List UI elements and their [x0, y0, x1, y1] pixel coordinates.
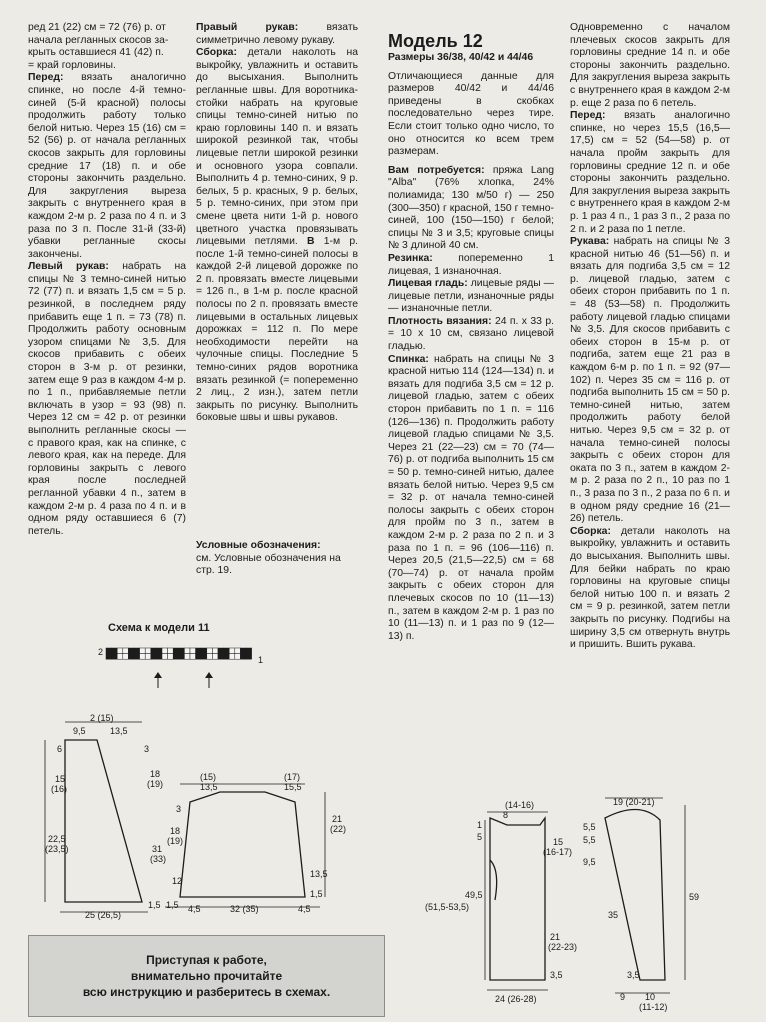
chart-cell: [240, 654, 246, 660]
chart-cell: [123, 648, 129, 654]
intro-text: Одновременно с началом плечевых скосов закрыть для горловины средние 14 п. и обе стороны закончить раздельно. Для закругления выреза закрыть с внутреннего края в каждом 2-м р. еще 2 раза по 6 петель.: [570, 22, 730, 109]
sleeve-outline: [605, 809, 665, 980]
chart-cell: [156, 654, 162, 660]
dim-label: 15: [55, 774, 66, 784]
gauge-heading: Плотность вязания:: [388, 315, 492, 327]
assembly-text: детали наколоть на выкройку, увлажнить и оставить до высыхания. Выполнить швы. Для бейки набрать по краю горловины на круговые спицы белой нитью 100 п. и вязать 2 см = 9 р. резинкой, затем петли закрыть по рисунку. Подгибы на ширину 3,5 см отвернуть внутрь и пришить. Вшить рукава.: [570, 525, 730, 651]
front-text: вязать аналогично спинке, но через 15,5 (16,5—17,5) см = 52 (54—58) р. от начала пройм закрыть для горловины средние 12 п. и обе стороны закончить раздельно. Для закругления выреза закрыть с внутреннего края в каждом 2-м р. 1 раз 4 п., 1 раз 3 п., 2 раза по 2 п. и 2 раза по 1 петле.: [570, 110, 730, 235]
pattern-diagram-model11: [40, 712, 385, 924]
materials-paragraph: [388, 165, 554, 253]
legend-text: см. Условные обозначения на стр. 19.: [196, 552, 341, 577]
front-back-outline: [65, 740, 142, 902]
rib-heading: Резинка:: [388, 252, 433, 264]
dim-label: (22-23): [548, 942, 578, 952]
sizes-note: Отличающиеся данные для размеров 40/42 и 44/46 приведены в скобках последовательно через тире. Если стоит только одно число, то оно относится ко всем трем размерам.: [388, 70, 554, 158]
chart-cell: [190, 654, 196, 660]
notice-box: [28, 935, 385, 1017]
dim-label: (22): [330, 824, 347, 834]
dim-label: 3,5: [627, 970, 640, 980]
repeat-arrow-head: [154, 672, 162, 678]
dim-label: 21: [332, 814, 343, 824]
dim-label: (17): [284, 772, 301, 782]
chart-cell: [235, 654, 241, 660]
chart-cell: [218, 648, 224, 654]
column-model12: [388, 30, 554, 770]
stockinette-paragraph: [388, 278, 554, 316]
chart-cell: [145, 654, 151, 660]
dim-label: (19): [167, 836, 184, 846]
rib-text: попеременно 1 лицевая, 1 изнаночная.: [388, 252, 554, 277]
back-text: набрать на спицы № 3 красной нитью 114 (124—134) п. и вязать для подгиба 3,5 см = 12 р. лицевой гладью, затем с обеих сторон прибавить по 1 п. = 116 (126—136) п. Продолжить работу лицевой гладью спицами № 3,5. Через 21 (22—23) см = 70 (74—76) р. от подгиба выполнить 15 см = 50 р. темно-синей нитью, далее вязать белой нитью. Через 9,5 см = 32 р. от начала темно-синей полосы закрыть с обеих сторон для пройм по 3 п., затем в каждом 2-м р. 2 раза по 2 п. и 3 раза по 1 п. = 96 (106—116) п. Через 20,5 (21,5—22,5) см = 68 (70—74) р. от начала пройм закрыть с обеих сторон для плечевых скосов по 10 (11—13) п., затем в каждом 2-м р. 1 раз по 10 (11—13) п. и 1 раз по 9 (12—13) п.: [388, 353, 554, 642]
sleeves-paragraph: [570, 236, 730, 526]
dim-label: 3,5: [550, 970, 563, 980]
stockinette-text: лицевые ряды — лицевые петли, изнаночные ряды — изнаночные петли.: [388, 278, 554, 315]
assembly-paragraph: [570, 526, 730, 652]
assembly-text2-lead: В: [307, 236, 315, 248]
chart-cell: [117, 654, 123, 660]
chart-cell: [134, 654, 140, 660]
dim-label: 6: [57, 744, 63, 754]
dim-label: 13,5: [110, 726, 128, 736]
sleeve-outline: [180, 792, 305, 897]
chart-cell: [140, 654, 146, 660]
chart-cell: [184, 654, 190, 660]
chart-cell: [229, 648, 235, 654]
dim-label: 3: [144, 744, 150, 754]
chart-row-label: 2: [98, 647, 104, 657]
assembly-text2: 1-м р. после 1-й темно-синей полосы в каждой 2-й лицевой дорожке по 2 п. провязать вместе лицевыми = 126 п., в 1-м р. после красной полосы по 2 п. провязать вместе лицевыми в остальных лицевых дорожках = 112 п. По мере необходимости перейти на чулочные спицы. Последние 5 темно-синих рядов воротника вязать резинкой (= попеременно 2 лиц., 2 изн.), затем петли закрыть по рисунку. Выполнить боковые швы и швы рукавов.: [196, 236, 358, 424]
chart-cell: [179, 654, 185, 660]
chart-cell: [224, 654, 230, 660]
dim-label: (23,5): [45, 844, 69, 854]
back-heading: Спинка:: [388, 353, 429, 365]
dim-label: 8: [503, 810, 509, 820]
dim-label: 21: [550, 932, 561, 942]
dim-label: 59: [689, 892, 700, 902]
dim-label: 18: [170, 826, 181, 836]
chart-cell: [173, 654, 179, 660]
chart-cell: [140, 648, 146, 654]
armhole-curve: [490, 860, 497, 900]
front-heading: Перед:: [28, 72, 64, 84]
chart-cell: [106, 654, 112, 660]
chart-cell: [151, 648, 157, 654]
dim-label: (16): [51, 784, 68, 794]
dim-label: 22,5: [48, 834, 66, 844]
assembly-heading: Сборка:: [570, 525, 611, 537]
dim-label: (11-12): [639, 1002, 668, 1012]
dim-label: 13,5: [310, 869, 328, 879]
chart-cell: [168, 654, 174, 660]
dim-label: 49,5: [465, 890, 483, 900]
dim-label: 31: [152, 844, 163, 854]
chart-cell: [117, 648, 123, 654]
text-line: = край горловины.: [28, 59, 116, 71]
dim-label: 9,5: [73, 726, 86, 736]
front-text: вязать аналогично спинке, но после 4-й темно-синей (5-й красной) полосы продолжить работу только белой нитью. Через 15 (16) см = 52 (56) р. от начала регланных скосов закрыть для горловины средние 17 (18) п. и обе стороны закончить раздельно. Для закругления выреза закрыть с внутреннего края в каждом 2-м р. 2 раза по 4 п. и 3 раза по 3 п. После 31-й (33-й) убавки регланные скосы закончены.: [28, 72, 186, 260]
chart-cell: [212, 648, 218, 654]
gauge-paragraph: [388, 316, 554, 354]
dim-label: 35: [608, 910, 619, 920]
chart-cell: [106, 648, 112, 654]
stitch-chart: [98, 640, 268, 690]
chart-cell: [207, 654, 213, 660]
chart-cell: [201, 654, 207, 660]
chart-cell: [128, 648, 134, 654]
chart-cell: [151, 654, 157, 660]
chart-cell: [196, 654, 202, 660]
assembly-heading: Сборка:: [196, 47, 237, 59]
dim-label: 24 (26-28): [495, 994, 537, 1004]
chart-cell: [173, 648, 179, 654]
materials-heading: Вам потребуется:: [388, 164, 485, 176]
chart-cell: [145, 648, 151, 654]
dim-label: 9: [620, 992, 626, 1002]
dim-label: (14-16): [505, 800, 535, 810]
dim-label: (15): [200, 772, 217, 782]
front-heading: Перед:: [570, 110, 606, 122]
text-line: ред 21 (22) см = 72 (76) р. от: [28, 22, 166, 33]
dim-label: 3: [176, 804, 182, 814]
chart-cell: [179, 648, 185, 654]
chart-cell: [207, 648, 213, 654]
chart-cell: [218, 654, 224, 660]
chart-row-label: 1: [258, 655, 264, 665]
column-model11-assembly: [196, 22, 358, 582]
chart-cell: [156, 648, 162, 654]
dim-label: 25 (26,5): [85, 910, 122, 920]
dim-label: 9,5: [583, 857, 596, 867]
chart-cell: [229, 654, 235, 660]
front-paragraph: [28, 72, 186, 261]
notice-line: внимательно прочитайте: [130, 969, 283, 983]
dim-label: 18: [150, 769, 161, 779]
assembly-paragraph: [196, 47, 358, 425]
dim-label: 4,5: [298, 904, 311, 914]
dim-label: 19 (20-21): [613, 797, 655, 807]
dim-label: 1,5: [148, 900, 161, 910]
column-model11-front-sleeve: [28, 22, 186, 597]
column-model12-continued: [570, 22, 730, 762]
dim-label: (51,5-53,5): [425, 902, 470, 912]
left-sleeve-heading: Левый рукав:: [28, 261, 109, 273]
dim-label: 15: [553, 837, 564, 847]
chart-cell: [196, 648, 202, 654]
chart-cell: [184, 648, 190, 654]
assembly-text: детали наколоть на выкройку, увлажнить и оставить до высыхания. Выполнить регланные швы. Для воротника-стойки набрать на круговые спицы темно-синей нитью по краю горловины 140 п. и вязать широкой резинкой так, чтобы лицевые петли широкой резинки и основного узора совпали. Выполнить 4 р. темно-синих, 9 р. белых, 5 р. красных, 9 р. белых, 5 р. темно-синих, при этом при смене цвета нити 1-й р. нового цветного участка провязывать лицевыми петлями.: [196, 47, 358, 248]
back-paragraph: [388, 354, 554, 644]
model-title: Модель 12: [388, 31, 483, 51]
chart-cell: [235, 648, 241, 654]
chart-cell: [190, 648, 196, 654]
gauge-text: 24 п. х 33 р. = 10 х 10 см, связано лицевой гладью.: [388, 315, 554, 353]
chart-cell: [168, 648, 174, 654]
stockinette-heading: Лицевая гладь:: [388, 278, 468, 290]
chart-cell: [112, 654, 118, 660]
chart-cell: [246, 648, 252, 654]
chart-cell: [162, 648, 168, 654]
dim-label: 2 (15): [90, 713, 114, 723]
text-line: начала регланных скосов за-: [28, 34, 169, 46]
front-paragraph: [570, 110, 730, 236]
dim-label: (19): [147, 779, 164, 789]
right-sleeve-text: вязать симметрично левому рукаву.: [196, 22, 358, 46]
legend-heading: Условные обозначения:: [196, 540, 321, 551]
chart-cell: [224, 648, 230, 654]
front-back-outline: [490, 818, 545, 980]
text-line: крыть оставшиеся 41 (42) п.: [28, 47, 164, 59]
materials-text: пряжа Lang "Alba" (76% хлопка, 24% полиамида; 130 м/50 г) — 250 (300—350) г красной, 150 г темно-синей, 100 (150—150) г белой; спицы № 3 и 3,5; круговые спицы № 3 длиной 40 см.: [388, 164, 554, 252]
dim-label: (33): [150, 854, 167, 864]
dim-label: 15,5: [284, 782, 302, 792]
chart-cell: [162, 654, 168, 660]
notice-line: всю инструкцию и разберитесь в схемах.: [82, 985, 331, 999]
sleeves-heading: Рукава:: [570, 236, 610, 248]
rib-paragraph: [388, 253, 554, 278]
chart-cell: [123, 654, 129, 660]
dim-label: 10: [645, 992, 656, 1002]
left-sleeve-paragraph: [28, 261, 186, 538]
chart-grid: [106, 648, 252, 659]
chart-cell: [212, 654, 218, 660]
dim-label: 1,5: [310, 889, 323, 899]
right-sleeve-heading: Правый рукав:: [196, 22, 299, 33]
chart-cell: [240, 648, 246, 654]
dim-label: 5,5: [583, 835, 596, 845]
dim-label: 1,5: [166, 900, 179, 910]
notice-line: Приступая к работе,: [146, 953, 267, 967]
dim-label: 32 (35): [230, 904, 259, 914]
dim-label: 13,5: [200, 782, 218, 792]
dim-label: 1: [477, 820, 483, 830]
dim-label: 4,5: [188, 904, 201, 914]
sleeves-text: набрать на спицы № 3 красной нитью 46 (51—56) п. и вязать для подгиба 3,5 см = 12 р. лицевой гладью, затем с обеих сторон прибавить по 1 п. = 48 (53—58) п. Продолжить работу лицевой гладью спицами № 3,5. Для скосов прибавить с обеих сторон в 15-м р. от подгиба, затем еще 21 раз в каждом 6-м р. по 1 п. = 92 (97—102) п. Через 35 см = 116 р. от подгиба выполнить 15 см = 50 р. темно-синей нитью, затем продолжить работу белой нитью. Через 9,5 см = 32 р. от начала темно-синей полосы закрыть с обеих сторон для оката по 3 п., затем в каждом 2-м р. 2 раза по 2 п., 10 раз по 1 п., 3 раза по 3 п., 2 раза по 6 п. и в одном ряду средние 16 (21—26) петель.: [570, 236, 730, 525]
sizes-heading: Размеры 36/38, 40/42 и 44/46: [388, 52, 534, 63]
repeat-arrow-head: [205, 672, 213, 678]
dim-label: (16-17): [543, 847, 573, 857]
chart-cell: [112, 648, 118, 654]
pattern-diagram-model12: [415, 790, 705, 1012]
chart-cell: [246, 654, 252, 660]
legend-note: [196, 540, 358, 578]
scheme-title: Схема к модели 11: [108, 622, 210, 634]
dim-label: 5,5: [583, 822, 596, 832]
dim-label: 12: [172, 876, 183, 886]
left-sleeve-text: набрать на спицы № 3 темно-синей нитью 72 (77) п. и вязать 1,5 см = 5 р. резинкой, в последнем ряду прибавить еще 1 п. = 73 (78) п. Продолжить работу основным узором спицами № 3,5. Для скосов прибавить с обеих сторон в 3-м р. от резинки, затем еще 9 раз в каждом 4-м р. по 1 п., прибавляемые петли включать в узор = 93 (98) п. Через 12 см = 42 р. от резинки выполнить регланные скосы — с правого края, как на спинке, с левого края, как на переде. Для горловины закрыть с левого края после последней регланной убавки 4 п., затем в каждом 2-м р. 4 раза по 4 п. и в одном ряду оставшиеся 6 (7) петель.: [28, 261, 186, 537]
chart-cell: [134, 648, 140, 654]
dim-label: 5: [477, 832, 483, 842]
chart-cell: [128, 654, 134, 660]
chart-cell: [201, 648, 207, 654]
right-sleeve-paragraph: [196, 22, 358, 47]
